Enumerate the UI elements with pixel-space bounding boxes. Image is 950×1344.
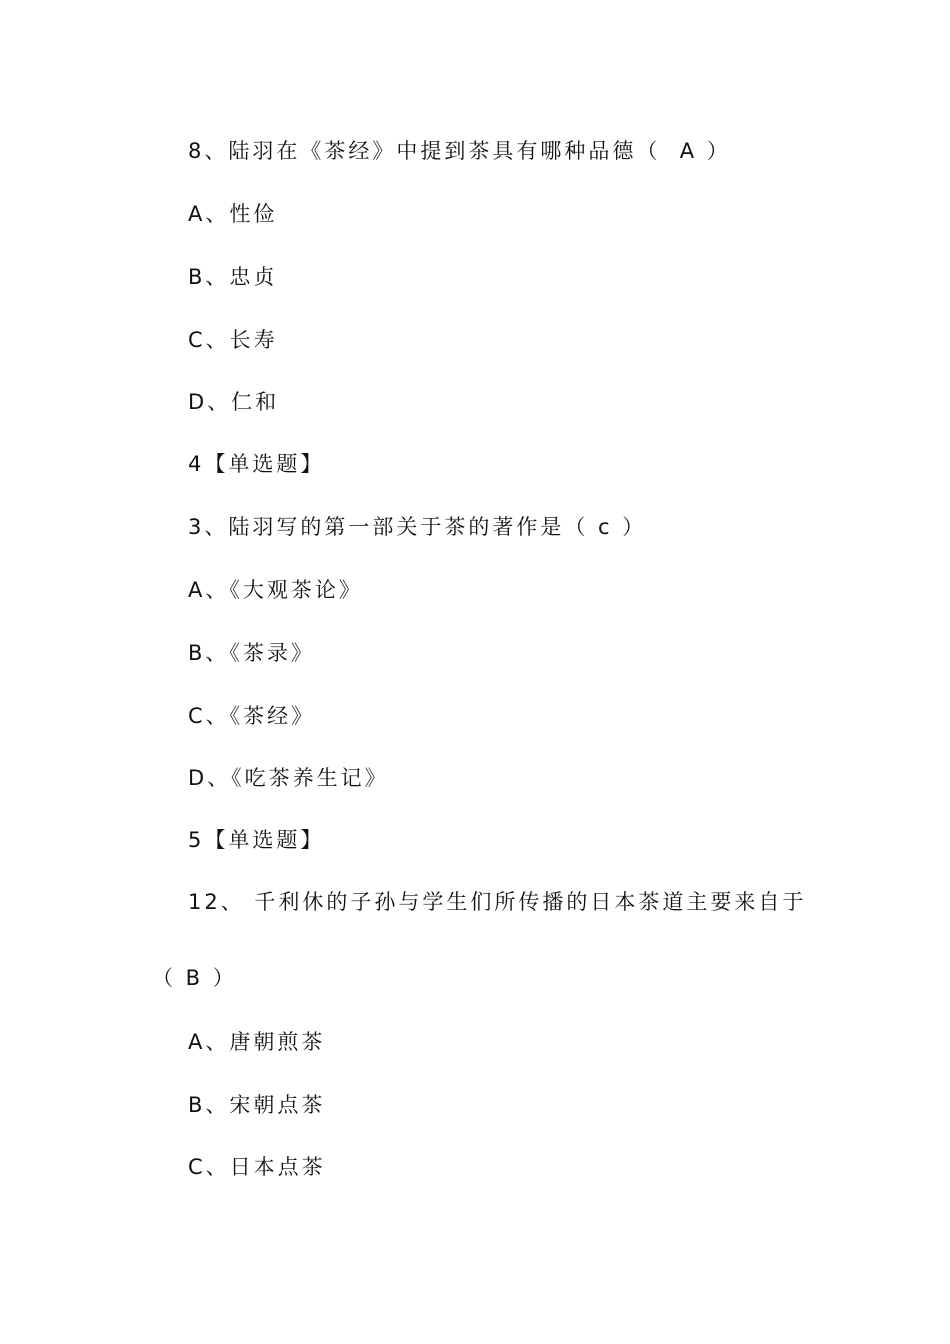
q3-option-c: C、《茶经》	[188, 704, 316, 728]
q8-option-b: B、忠贞	[188, 265, 278, 289]
q12-option-b: B、宋朝点茶	[188, 1093, 326, 1117]
q12-option-c: C、日本点茶	[188, 1155, 326, 1179]
q8-option-c: C、长寿	[188, 328, 278, 352]
q3-option-d: D、《吃茶养生记》	[188, 766, 389, 790]
question-12-text: 12、 千利休的子孙与学生们所传播的日本茶道主要来自于	[188, 890, 807, 914]
q3-option-b: B、《茶录》	[188, 641, 315, 665]
q3-option-a: A、《大观茶论》	[188, 578, 363, 602]
section-heading-4: 4【单选题】	[188, 452, 325, 476]
question-3-text: 3、陆羽写的第一部关于茶的著作是（ c ）	[188, 515, 647, 539]
q8-option-d: D、仁和	[188, 390, 280, 414]
section-heading-5: 5【单选题】	[188, 828, 325, 852]
q8-option-a: A、性俭	[188, 202, 278, 226]
question-12-answer: （ B ）	[152, 966, 237, 990]
q12-option-a: A、唐朝煎茶	[188, 1030, 326, 1054]
question-8-text: 8、陆羽在《茶经》中提到茶具有哪种品德（ A ）	[188, 139, 731, 163]
